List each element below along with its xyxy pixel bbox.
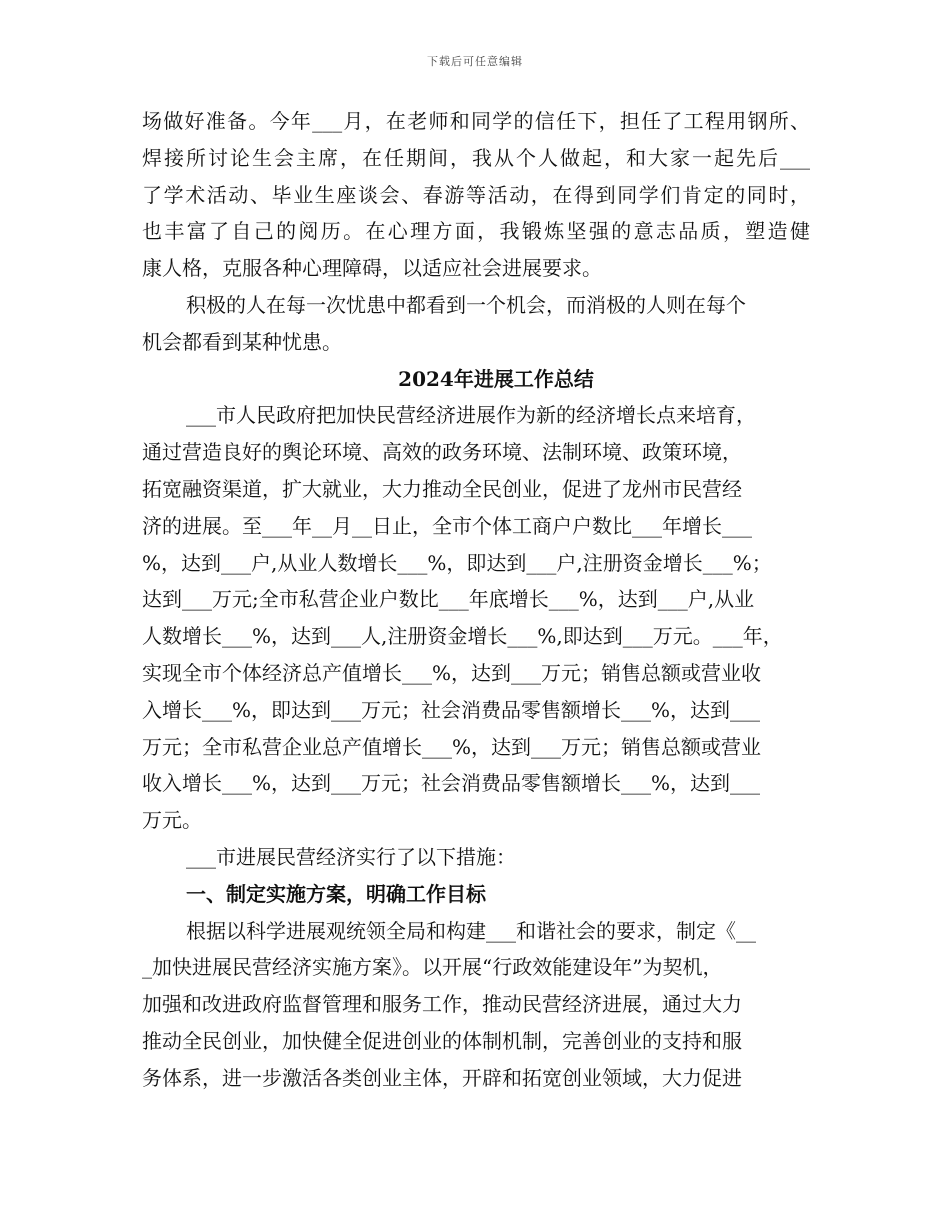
text-line: 入增长___%，即达到___万元；社会消费品零售额增长___%，达到___ xyxy=(142,697,761,722)
text-line: 拓宽融资渠道，扩大就业，大力推动全民创业，促进了龙州市民营经 xyxy=(142,476,742,501)
text-line: 加强和改进政府监督管理和服务工作，推动民营经济进展，通过大力 xyxy=(142,992,742,1017)
text-line: ___市人民政府把加快民营经济进展作为新的经济增长点来培育， xyxy=(186,403,756,428)
text-line: 实现全市个体经济总产值增长___%，达到___万元；销售总额或营业收 xyxy=(142,660,762,685)
text-line: 康人格，克服各种心理障碍，以适应社会进展要求。 xyxy=(142,256,602,281)
text-line: 了学术活动、毕业生座谈会、春游等活动，在得到同学们肯定的同时， xyxy=(142,182,810,207)
text-line: 也丰富了自己的阅历。在心理方面，我锻炼坚强的意志品质，塑造健 xyxy=(142,219,810,244)
page-header: 下载后可任意编辑 xyxy=(427,55,523,68)
paragraph-2 xyxy=(142,287,810,361)
paragraph-5 xyxy=(142,913,810,1097)
text-line: 万元。 xyxy=(142,808,202,833)
text-line: 人数增长___%，达到___人,注册资金增长___%,即达到___万元。___年， xyxy=(142,624,783,649)
text-line: 务体系，进一步激活各类创业主体，开辟和拓宽创业领域，大力促进 xyxy=(142,1065,742,1090)
text-line: 收入增长___%，达到___万元；社会消费品零售额增长___%，达到___ xyxy=(142,771,761,796)
text-line: 达到___万元;全市私营企业户数比___年底增长___%，达到___户,从业 xyxy=(142,587,755,612)
text-line: 焊接所讨论生会主席，在任期间，我从个人做起，和大家一起先后___ xyxy=(142,145,810,170)
section-title: 2024年进展工作总结 xyxy=(398,366,594,391)
text-line: 万元；全市私营企业总产值增长___%，达到___万元；销售总额或营业 xyxy=(142,734,762,759)
paragraph-1 xyxy=(142,103,810,287)
text-line: 根据以科学进展观统领全局和构建___和谐社会的要求，制定《__ xyxy=(186,918,756,943)
text-line: 通过营造良好的舆论环境、高效的政务环境、法制环境、政策环境， xyxy=(142,440,742,465)
text-line: 济的进展。至___年__月__日止，全市个体工商户户数比___年增长___ xyxy=(142,513,752,538)
text-line: _加快进展民营经济实施方案》。以开展“行政效能建设年”为契机， xyxy=(142,955,723,980)
paragraph-4: ___市进展民营经济实行了以下措施： xyxy=(186,844,516,869)
paragraph-3 xyxy=(142,397,810,839)
text-line: 机会都看到某种忧患。 xyxy=(142,329,342,354)
text-line: %，达到___户,从业人数增长___%，即达到___户,注册资金增长___%； xyxy=(142,550,772,575)
text-line: 推动全民创业，加快健全促进创业的体制机制，完善创业的支持和服 xyxy=(142,1028,742,1053)
text-line: 积极的人在每一次忧患中都看到一个机会，而消极的人则在每个 xyxy=(186,292,746,317)
subheading: 一、制定实施方案，明确工作目标 xyxy=(186,881,486,906)
document-body xyxy=(142,103,810,1097)
text-line: 场做好准备。今年___月，在老师和同学的信任下，担任了工程用钢所、 xyxy=(142,109,810,133)
